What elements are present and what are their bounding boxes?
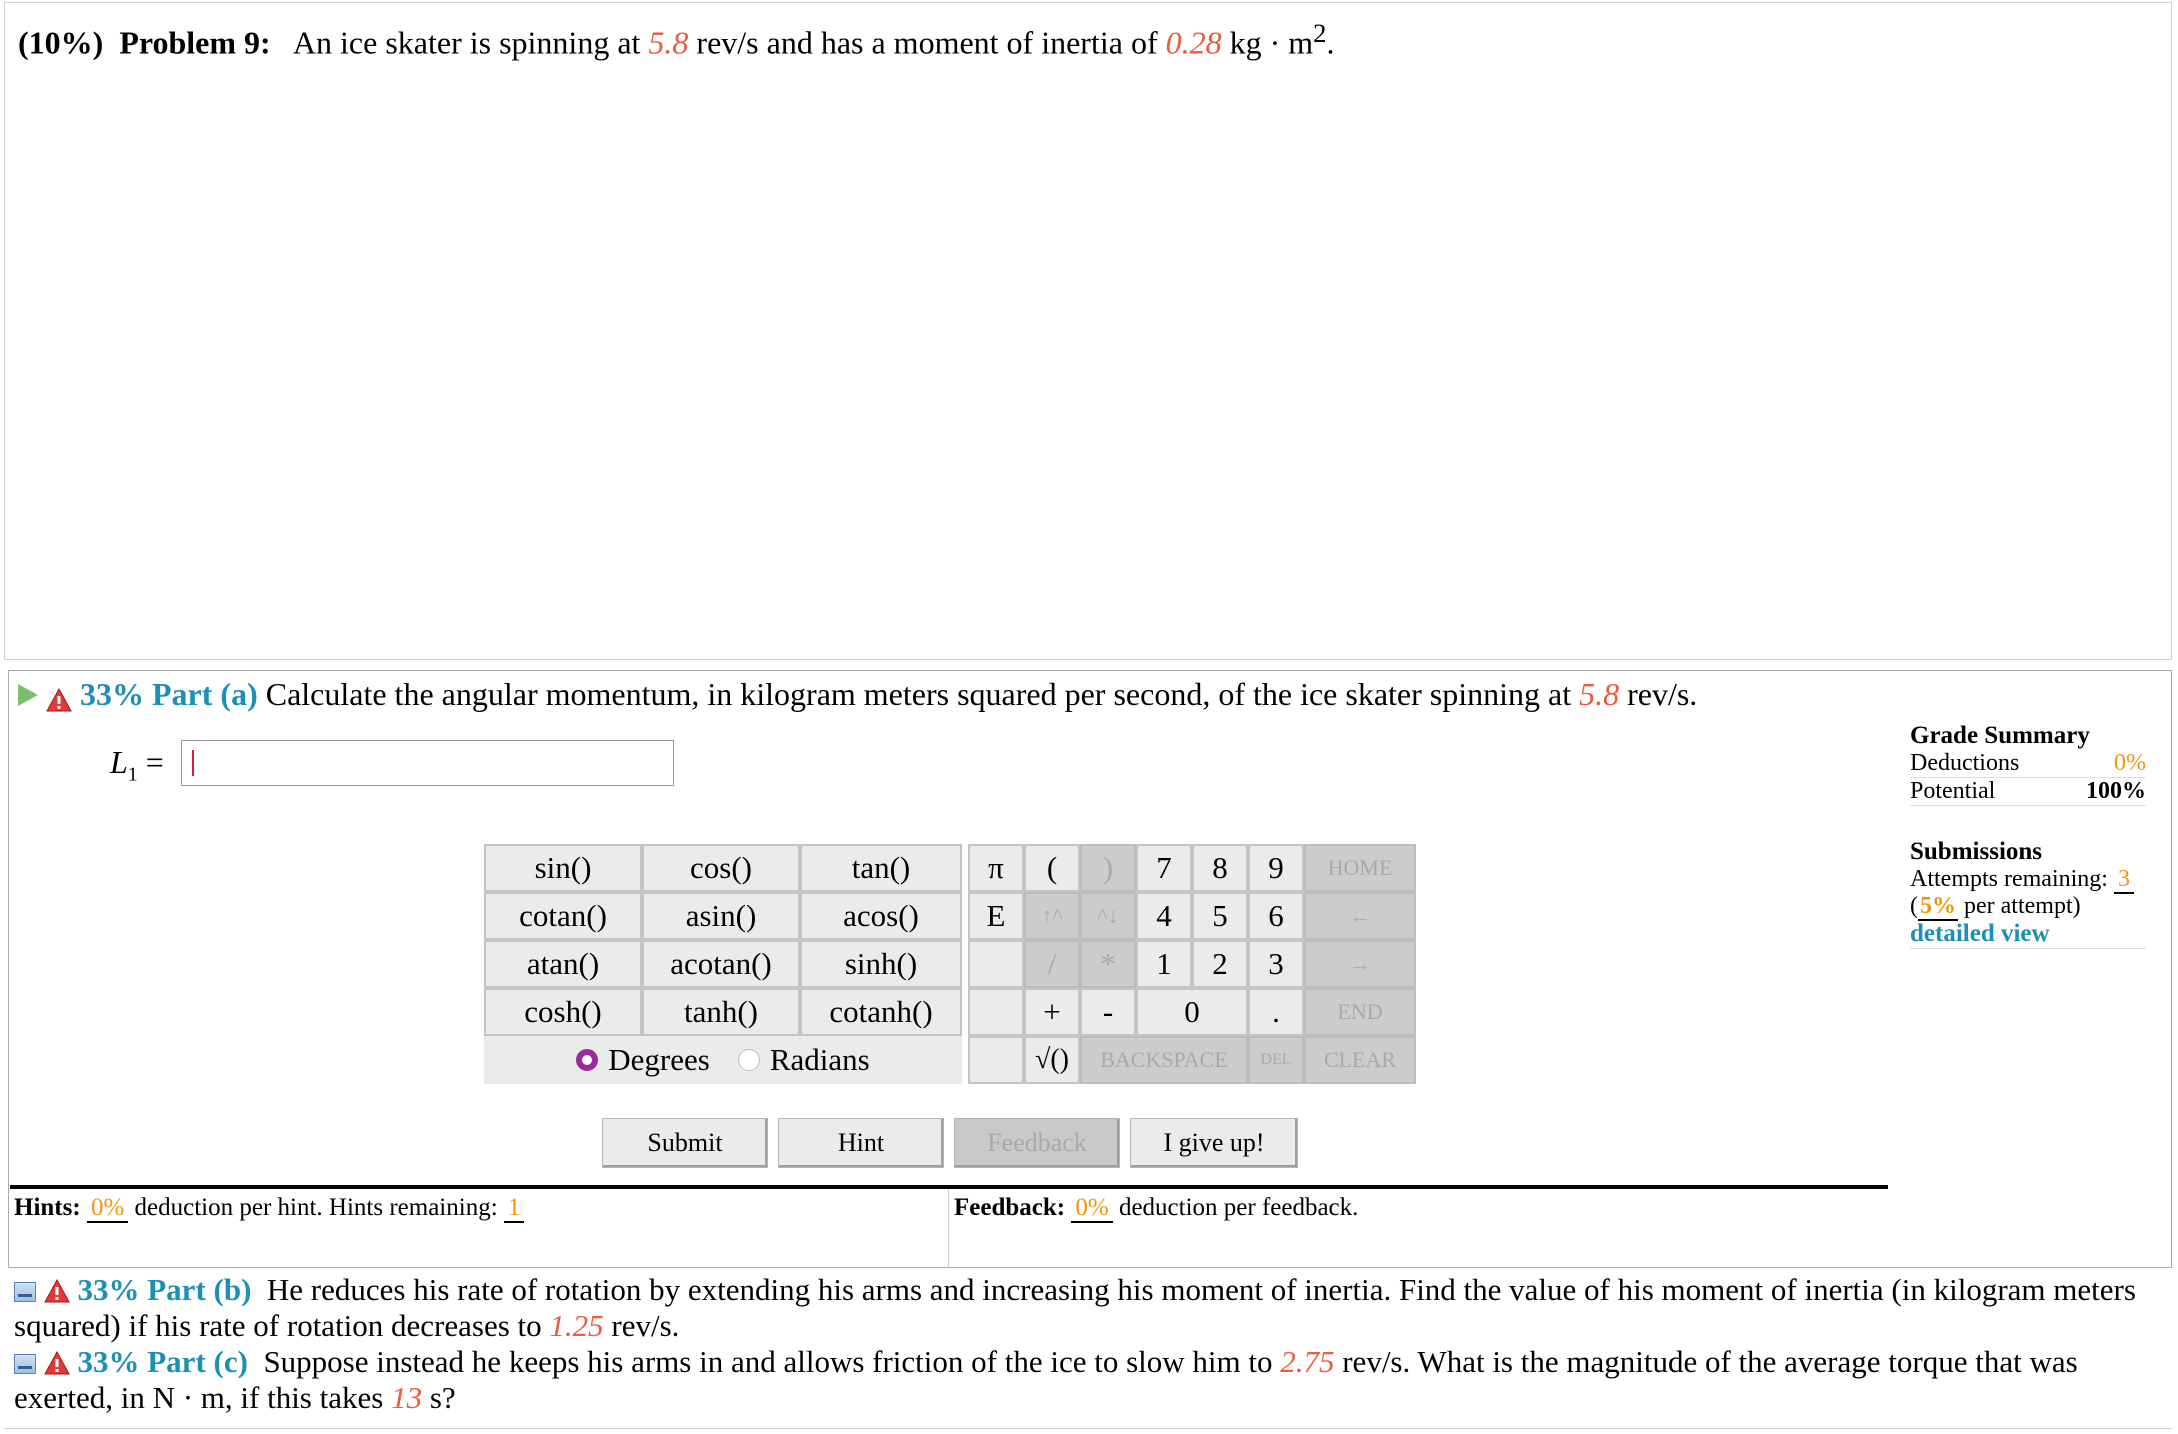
- degrees-label: Degrees: [608, 1042, 710, 1077]
- zero-key[interactable]: 0: [1136, 988, 1248, 1036]
- collapsed-part-icon[interactable]: [14, 1354, 36, 1374]
- problem-panel: [4, 2, 2172, 660]
- cosh-key[interactable]: cosh(): [484, 988, 642, 1036]
- angle-mode-selector: [484, 1036, 962, 1084]
- nine-key[interactable]: 9: [1248, 844, 1304, 892]
- per-attempt-label: per attempt): [1964, 893, 2081, 919]
- part-c-text-1: Suppose instead he keeps his arms in and allows friction of the ice to slow him to: [263, 1344, 1273, 1379]
- up-caret-key[interactable]: ↑^: [1024, 892, 1080, 940]
- problem-text-4: .: [1326, 24, 1335, 61]
- grade-summary-title: Grade Summary: [1910, 722, 2090, 749]
- problem-weight: (10%): [18, 24, 104, 61]
- attempts-row: [1910, 866, 2146, 893]
- part-b-text-1: He reduces his rate of rotation by extending his arms and increasing his moment of inertia. Find the value of his moment of inertia (in kilogram meters squared) if his rate of rotation decreases to: [14, 1272, 2136, 1343]
- part-a-header: [18, 676, 1697, 713]
- one-key[interactable]: 1: [1136, 940, 1192, 988]
- right-paren-key[interactable]: ): [1080, 844, 1136, 892]
- six-key[interactable]: 6: [1248, 892, 1304, 940]
- blank-key: [968, 1036, 1024, 1084]
- part-c-text-2: rev/s. What is the magnitude of the average torque that was exerted, in N · m, if this takes: [14, 1344, 2078, 1415]
- per-attempt-row: (5% per attempt): [1910, 893, 2081, 919]
- detailed-view-link[interactable]: detailed view: [1910, 920, 2050, 947]
- part-c-row[interactable]: [14, 1344, 2162, 1416]
- cotanh-key[interactable]: cotanh(): [800, 988, 962, 1036]
- deductions-label: Deductions: [1910, 750, 2020, 776]
- answer-label: $L_1$ =: [110, 744, 164, 786]
- problem-text-3: kg · m: [1229, 24, 1314, 61]
- radians-label: Radians: [769, 1042, 870, 1077]
- divider: [948, 1189, 949, 1267]
- cos-key[interactable]: cos(): [642, 844, 800, 892]
- submissions-title: Submissions: [1910, 838, 2043, 865]
- part-c-percent: 33% Part (c): [77, 1344, 248, 1379]
- attempts-label: Attempts remaining:: [1910, 866, 2108, 892]
- asin-key[interactable]: asin(): [642, 892, 800, 940]
- multiply-key[interactable]: *: [1080, 940, 1136, 988]
- problem-text-2: rev/s and has a moment of inertia of: [696, 24, 1158, 61]
- per-attempt-value: 5%: [1920, 893, 1956, 919]
- hints-text: deduction per hint. Hints remaining:: [134, 1194, 498, 1221]
- cotan-key[interactable]: cotan(): [484, 892, 642, 940]
- three-key[interactable]: 3: [1248, 940, 1304, 988]
- part-c-time: 13: [391, 1380, 423, 1415]
- pi-key[interactable]: π: [968, 844, 1024, 892]
- home-key[interactable]: HOME: [1304, 844, 1416, 892]
- tan-key[interactable]: tan(): [800, 844, 962, 892]
- five-key[interactable]: 5: [1192, 892, 1248, 940]
- problem-sup: 2: [1313, 18, 1327, 48]
- blank-key: [968, 988, 1024, 1036]
- expand-triangle-icon[interactable]: [18, 684, 38, 706]
- feedback-info: [954, 1194, 1358, 1222]
- eight-key[interactable]: 8: [1192, 844, 1248, 892]
- potential-row: [1910, 778, 2146, 806]
- degrees-radio[interactable]: [576, 1049, 598, 1071]
- radians-radio[interactable]: [738, 1049, 760, 1071]
- given-inertia: 0.28: [1165, 24, 1222, 61]
- problem-statement: [18, 18, 1334, 62]
- potential-label: Potential: [1910, 778, 1996, 804]
- right-arrow-key[interactable]: →: [1304, 940, 1416, 988]
- part-a-text-2: rev/s.: [1627, 676, 1698, 712]
- deductions-row: [1910, 750, 2146, 778]
- atan-key[interactable]: atan(): [484, 940, 642, 988]
- warning-icon: [44, 1275, 70, 1299]
- collapsed-part-icon[interactable]: [14, 1282, 36, 1302]
- hints-info: [14, 1194, 524, 1222]
- end-key[interactable]: END: [1304, 988, 1416, 1036]
- part-b-text-2: rev/s.: [611, 1308, 680, 1343]
- deductions-value: 0%: [2114, 750, 2146, 776]
- bottom-border: [4, 1428, 2172, 1429]
- e-key[interactable]: E: [968, 892, 1024, 940]
- part-c-text-3: s?: [429, 1380, 456, 1415]
- feedback-deduction: 0%: [1071, 1194, 1112, 1223]
- acos-key[interactable]: acos(): [800, 892, 962, 940]
- answer-input[interactable]: [181, 740, 674, 786]
- blank-key: [968, 940, 1024, 988]
- seven-key[interactable]: 7: [1136, 844, 1192, 892]
- hints-label: Hints:: [14, 1194, 81, 1221]
- problem-text-1: An ice skater is spinning at: [292, 24, 641, 61]
- backspace-key[interactable]: BACKSPACE: [1080, 1036, 1248, 1084]
- left-arrow-key[interactable]: ←: [1304, 892, 1416, 940]
- give-up-button[interactable]: I give up!: [1130, 1118, 1298, 1168]
- sinh-key[interactable]: sinh(): [800, 940, 962, 988]
- decimal-key[interactable]: .: [1248, 988, 1304, 1036]
- delete-key[interactable]: DEL: [1248, 1036, 1304, 1084]
- hints-remaining: 1: [504, 1194, 525, 1223]
- clear-key[interactable]: CLEAR: [1304, 1036, 1416, 1084]
- feedback-label: Feedback:: [954, 1194, 1066, 1221]
- potential-value: 100%: [2086, 778, 2146, 804]
- attempts-value: 3: [2114, 866, 2134, 894]
- warning-icon: [46, 683, 72, 707]
- part-c-value: 2.75: [1280, 1344, 1335, 1379]
- two-key[interactable]: 2: [1192, 940, 1248, 988]
- hint-deduction: 0%: [87, 1194, 128, 1223]
- part-a-speed: 5.8: [1579, 676, 1620, 712]
- part-b-value: 1.25: [549, 1308, 604, 1343]
- part-b-percent: 33% Part (b): [77, 1272, 252, 1307]
- acotan-key[interactable]: acotan(): [642, 940, 800, 988]
- sqrt-key[interactable]: √(): [1024, 1036, 1080, 1084]
- feedback-button[interactable]: Feedback: [954, 1118, 1120, 1168]
- part-b-row[interactable]: [14, 1272, 2162, 1344]
- minus-key[interactable]: -: [1080, 988, 1136, 1036]
- tanh-key[interactable]: tanh(): [642, 988, 800, 1036]
- left-paren-key[interactable]: (: [1024, 844, 1080, 892]
- submit-button[interactable]: Submit: [602, 1118, 768, 1168]
- grade-summary: [1910, 722, 2146, 949]
- part-a-percent: 33% Part (a): [80, 676, 258, 712]
- down-caret-key[interactable]: ^↓: [1080, 892, 1136, 940]
- problem-label: Problem 9:: [119, 24, 271, 61]
- divide-key[interactable]: /: [1024, 940, 1080, 988]
- plus-key[interactable]: +: [1024, 988, 1080, 1036]
- sin-key[interactable]: sin(): [484, 844, 642, 892]
- hint-button[interactable]: Hint: [778, 1118, 944, 1168]
- given-speed: 5.8: [648, 24, 689, 61]
- part-a-text-1: Calculate the angular momentum, in kilogram meters squared per second, of the ice skater spinning at: [265, 676, 1572, 712]
- text-caret: [192, 750, 194, 776]
- feedback-text: deduction per feedback.: [1118, 1194, 1359, 1221]
- warning-icon: [44, 1347, 70, 1371]
- four-key[interactable]: 4: [1136, 892, 1192, 940]
